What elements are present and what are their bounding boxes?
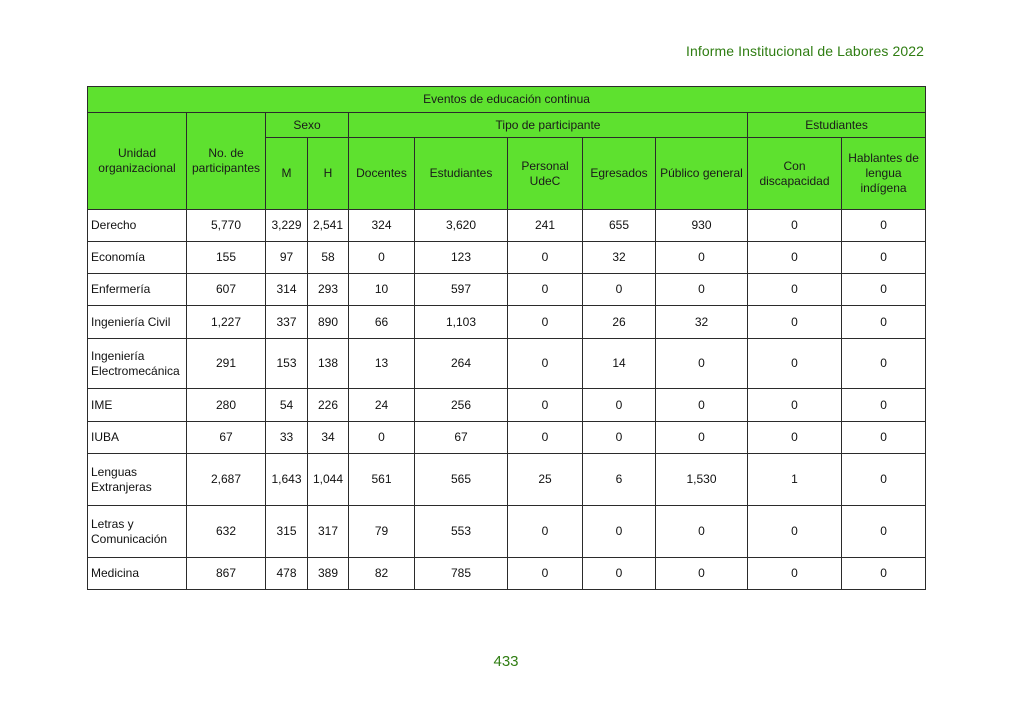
cell-m: 1,643	[266, 454, 308, 506]
cell-h: 58	[308, 242, 349, 274]
cell-personal: 0	[508, 306, 583, 339]
cell-unidad: IUBA	[88, 422, 187, 454]
cell-discapacidad: 0	[748, 422, 842, 454]
table-row	[88, 422, 926, 454]
cell-participantes: 2,687	[187, 454, 266, 506]
cell-participantes: 67	[187, 422, 266, 454]
cell-unidad: Letras y Comunicación	[88, 506, 187, 558]
group-header-estudiantes: Estudiantes	[748, 113, 926, 138]
cell-hablantes: 0	[842, 454, 926, 506]
col-header-hablantes: Hablantes de lengua indígena	[842, 138, 926, 210]
cell-m: 54	[266, 389, 308, 422]
cell-egresados: 655	[583, 210, 656, 242]
cell-publico: 32	[656, 306, 748, 339]
table-row	[88, 242, 926, 274]
page-number: 433	[493, 653, 519, 670]
cell-estudiantes: 785	[415, 558, 508, 590]
cell-estudiantes: 67	[415, 422, 508, 454]
cell-personal: 0	[508, 506, 583, 558]
cell-h: 2,541	[308, 210, 349, 242]
cell-hablantes: 0	[842, 422, 926, 454]
cell-unidad: Derecho	[88, 210, 187, 242]
cell-unidad: Medicina	[88, 558, 187, 590]
cell-hablantes: 0	[842, 210, 926, 242]
cell-h: 293	[308, 274, 349, 306]
cell-personal: 0	[508, 422, 583, 454]
page-header-title: Informe Institucional de Labores 2022	[686, 43, 924, 59]
cell-hablantes: 0	[842, 389, 926, 422]
cell-unidad: Lenguas Extranjeras	[88, 454, 187, 506]
cell-publico: 1,530	[656, 454, 748, 506]
cell-discapacidad: 1	[748, 454, 842, 506]
cell-personal: 0	[508, 242, 583, 274]
col-header-publico: Público general	[656, 138, 748, 210]
cell-unidad: Economía	[88, 242, 187, 274]
group-header-sexo: Sexo	[266, 113, 349, 138]
cell-docentes: 79	[349, 506, 415, 558]
cell-unidad: Ingeniería Electromecánica	[88, 339, 187, 389]
cell-docentes: 0	[349, 242, 415, 274]
cell-m: 315	[266, 506, 308, 558]
cell-m: 337	[266, 306, 308, 339]
cell-m: 33	[266, 422, 308, 454]
cell-egresados: 32	[583, 242, 656, 274]
col-header-unidad: Unidad organizacional	[88, 113, 187, 210]
cell-participantes: 280	[187, 389, 266, 422]
cell-personal: 0	[508, 339, 583, 389]
cell-docentes: 561	[349, 454, 415, 506]
cell-publico: 0	[656, 274, 748, 306]
cell-discapacidad: 0	[748, 210, 842, 242]
cell-hablantes: 0	[842, 242, 926, 274]
cell-discapacidad: 0	[748, 389, 842, 422]
cell-publico: 0	[656, 422, 748, 454]
col-header-discapacidad: Con discapacidad	[748, 138, 842, 210]
table-row	[88, 506, 926, 558]
cell-publico: 930	[656, 210, 748, 242]
cell-publico: 0	[656, 558, 748, 590]
cell-docentes: 24	[349, 389, 415, 422]
col-header-estudiantes: Estudiantes	[415, 138, 508, 210]
cell-h: 138	[308, 339, 349, 389]
cell-estudiantes: 123	[415, 242, 508, 274]
table-row	[88, 274, 926, 306]
table-body	[88, 210, 926, 590]
cell-egresados: 14	[583, 339, 656, 389]
cell-h: 389	[308, 558, 349, 590]
cell-docentes: 66	[349, 306, 415, 339]
table-row	[88, 339, 926, 389]
cell-egresados: 0	[583, 274, 656, 306]
cell-participantes: 607	[187, 274, 266, 306]
cell-docentes: 82	[349, 558, 415, 590]
cell-egresados: 26	[583, 306, 656, 339]
cell-m: 3,229	[266, 210, 308, 242]
cell-discapacidad: 0	[748, 306, 842, 339]
cell-egresados: 0	[583, 422, 656, 454]
cell-participantes: 867	[187, 558, 266, 590]
col-header-m: M	[266, 138, 308, 210]
cell-unidad: Enfermería	[88, 274, 187, 306]
cell-hablantes: 0	[842, 306, 926, 339]
cell-unidad: IME	[88, 389, 187, 422]
cell-h: 226	[308, 389, 349, 422]
cell-estudiantes: 597	[415, 274, 508, 306]
cell-egresados: 6	[583, 454, 656, 506]
cell-egresados: 0	[583, 389, 656, 422]
cell-hablantes: 0	[842, 558, 926, 590]
table-row	[88, 389, 926, 422]
col-header-egresados: Egresados	[583, 138, 656, 210]
cell-personal: 0	[508, 389, 583, 422]
cell-personal: 0	[508, 558, 583, 590]
cell-h: 890	[308, 306, 349, 339]
cell-hablantes: 0	[842, 274, 926, 306]
table-title: Eventos de educación continua	[88, 87, 926, 113]
cell-docentes: 13	[349, 339, 415, 389]
table-row	[88, 210, 926, 242]
cell-estudiantes: 256	[415, 389, 508, 422]
education-events-table	[87, 86, 926, 590]
cell-personal: 241	[508, 210, 583, 242]
col-header-h: H	[308, 138, 349, 210]
cell-m: 153	[266, 339, 308, 389]
table-row	[88, 558, 926, 590]
cell-participantes: 291	[187, 339, 266, 389]
cell-h: 1,044	[308, 454, 349, 506]
cell-participantes: 1,227	[187, 306, 266, 339]
cell-publico: 0	[656, 389, 748, 422]
cell-egresados: 0	[583, 506, 656, 558]
cell-docentes: 324	[349, 210, 415, 242]
cell-unidad: Ingeniería Civil	[88, 306, 187, 339]
col-header-personal: Personal UdeC	[508, 138, 583, 210]
cell-estudiantes: 553	[415, 506, 508, 558]
cell-m: 314	[266, 274, 308, 306]
col-header-participantes: No. de participantes	[187, 113, 266, 210]
cell-m: 478	[266, 558, 308, 590]
cell-participantes: 632	[187, 506, 266, 558]
cell-publico: 0	[656, 339, 748, 389]
cell-publico: 0	[656, 242, 748, 274]
cell-docentes: 0	[349, 422, 415, 454]
cell-estudiantes: 264	[415, 339, 508, 389]
cell-discapacidad: 0	[748, 242, 842, 274]
cell-m: 97	[266, 242, 308, 274]
cell-estudiantes: 3,620	[415, 210, 508, 242]
cell-discapacidad: 0	[748, 558, 842, 590]
cell-egresados: 0	[583, 558, 656, 590]
cell-participantes: 155	[187, 242, 266, 274]
cell-docentes: 10	[349, 274, 415, 306]
group-header-tipo: Tipo de participante	[349, 113, 748, 138]
cell-hablantes: 0	[842, 339, 926, 389]
cell-h: 34	[308, 422, 349, 454]
cell-discapacidad: 0	[748, 274, 842, 306]
cell-discapacidad: 0	[748, 339, 842, 389]
cell-personal: 25	[508, 454, 583, 506]
cell-h: 317	[308, 506, 349, 558]
col-header-docentes: Docentes	[349, 138, 415, 210]
cell-hablantes: 0	[842, 506, 926, 558]
cell-publico: 0	[656, 506, 748, 558]
cell-personal: 0	[508, 274, 583, 306]
cell-participantes: 5,770	[187, 210, 266, 242]
table-row	[88, 306, 926, 339]
cell-discapacidad: 0	[748, 506, 842, 558]
table-row	[88, 454, 926, 506]
cell-estudiantes: 565	[415, 454, 508, 506]
cell-estudiantes: 1,103	[415, 306, 508, 339]
